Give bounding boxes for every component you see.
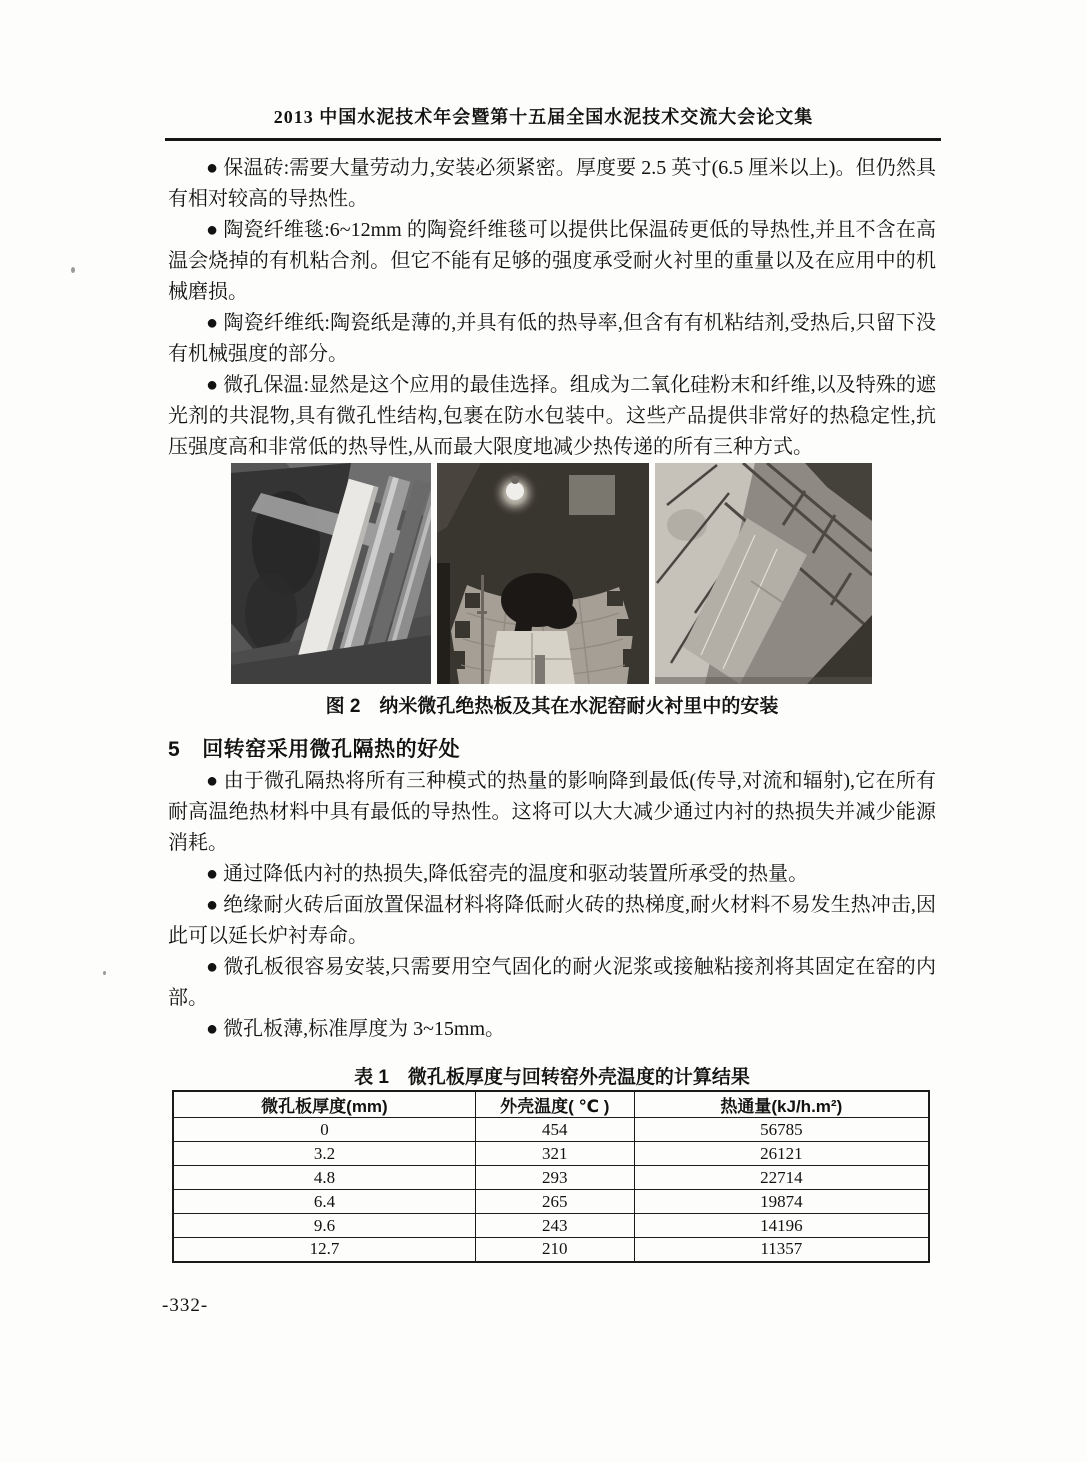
table-cell: 293 (475, 1166, 634, 1190)
header-divider (165, 138, 941, 141)
table-row (173, 1142, 929, 1166)
table-cell: 6.4 (173, 1190, 475, 1214)
bullet-paragraph: ● 陶瓷纤维毯:6~12mm 的陶瓷纤维毯可以提供比保温砖更低的导热性,并且不含在高温会烧掉的有机粘合剂。但它不能有足够的强度承受耐火衬里的重量以及在应用中的机械磨损。 (168, 219, 936, 303)
bullet-paragraph: ● 微孔板很容易安装,只需要用空气固化的耐火泥浆或接触粘接剂将其固定在窑的内部。 (168, 956, 936, 1009)
page-header-title: 2013 中国水泥技术年会暨第十五届全国水泥技术交流大会论文集 (273, 107, 814, 127)
kiln-installation-photo (437, 463, 649, 684)
table-row (173, 1190, 929, 1214)
table-header-shell-temp: 外壳温度( ℃ ) (475, 1091, 634, 1118)
table-cell: 19874 (634, 1190, 929, 1214)
table-cell: 12.7 (173, 1238, 475, 1262)
benefits-bullet-list (168, 766, 936, 1045)
section5-title: 回转窑采用微孔隔热的好处 (202, 738, 461, 761)
table1-results (172, 1090, 930, 1263)
table-row (173, 1238, 929, 1262)
bullet-paragraph: ● 绝缘耐火砖后面放置保温材料将降低耐火砖的热梯度,耐火材料不易发生热冲击,因此可以延长炉衬寿命。 (168, 894, 936, 947)
table-row (173, 1214, 929, 1238)
table-cell: 4.8 (173, 1166, 475, 1190)
table-cell: 454 (475, 1118, 634, 1142)
bullet-paragraph: ● 微孔保温:显然是这个应用的最佳选择。组成为二氧化硅粉末和纤维,以及特殊的遮光剂的共混物,具有微孔性结构,包裹在防水包装中。这些产品提供非常好的热稳定性,抗压强度高和非常低的热导性,从而最大限度地减少热传递的所有三种方式。 (168, 374, 936, 458)
table-cell: 26121 (634, 1142, 929, 1166)
table-cell: 3.2 (173, 1142, 475, 1166)
insulation-boards-photo (231, 463, 431, 684)
scan-speck (71, 267, 75, 273)
table-cell: 9.6 (173, 1214, 475, 1238)
bullet-paragraph: ● 通过降低内衬的热损失,降低窑壳的温度和驱动装置所承受的热量。 (206, 863, 809, 885)
figure2-photo-strip (231, 463, 872, 684)
table-cell: 210 (475, 1238, 634, 1262)
table-row (173, 1166, 929, 1190)
table-cell: 0 (173, 1118, 475, 1142)
table1-title: 表 1 微孔板厚度与回转窑外壳温度的计算结果 (354, 1067, 750, 1088)
table-cell: 22714 (634, 1166, 929, 1190)
table-header-row (173, 1091, 929, 1118)
table-cell: 321 (475, 1142, 634, 1166)
table-cell: 243 (475, 1214, 634, 1238)
bullet-paragraph: ● 陶瓷纤维纸:陶瓷纸是薄的,并具有低的热导率,但含有有机粘结剂,受热后,只留下没有机械强度的部分。 (168, 312, 936, 365)
table-cell: 14196 (634, 1214, 929, 1238)
bullet-paragraph: ● 微孔板薄,标准厚度为 3~15mm。 (206, 1018, 506, 1040)
table-header-thickness: 微孔板厚度(mm) (173, 1091, 475, 1118)
section5-number: 5 (168, 738, 181, 761)
intro-bullet-list (168, 153, 936, 463)
bullet-paragraph: ● 保温砖:需要大量劳动力,安装必须紧密。厚度要 2.5 英寸(6.5 厘米以上)。但仍然具有相对较高的导热性。 (168, 157, 936, 210)
bullet-paragraph: ● 由于微孔隔热将所有三种模式的热量的影响降到最低(传导,对流和辐射),它在所有耐高温绝热材料中具有最低的导热性。这将可以大大减少通过内衬的热损失并减少能源消耗。 (168, 770, 936, 854)
table-row (173, 1118, 929, 1142)
scan-speck (103, 971, 106, 975)
table-cell: 265 (475, 1190, 634, 1214)
table-header-heat-flux: 热通量(kJ/h.m²) (634, 1091, 929, 1118)
kiln-lining-photo (655, 463, 872, 684)
page-number: -332- (162, 1295, 209, 1316)
table-cell: 56785 (634, 1118, 929, 1142)
section5-heading (168, 733, 460, 763)
figure2-caption: 图 2 纳米微孔绝热板及其在水泥窑耐火衬里中的安装 (325, 696, 779, 717)
table-cell: 11357 (634, 1238, 929, 1262)
